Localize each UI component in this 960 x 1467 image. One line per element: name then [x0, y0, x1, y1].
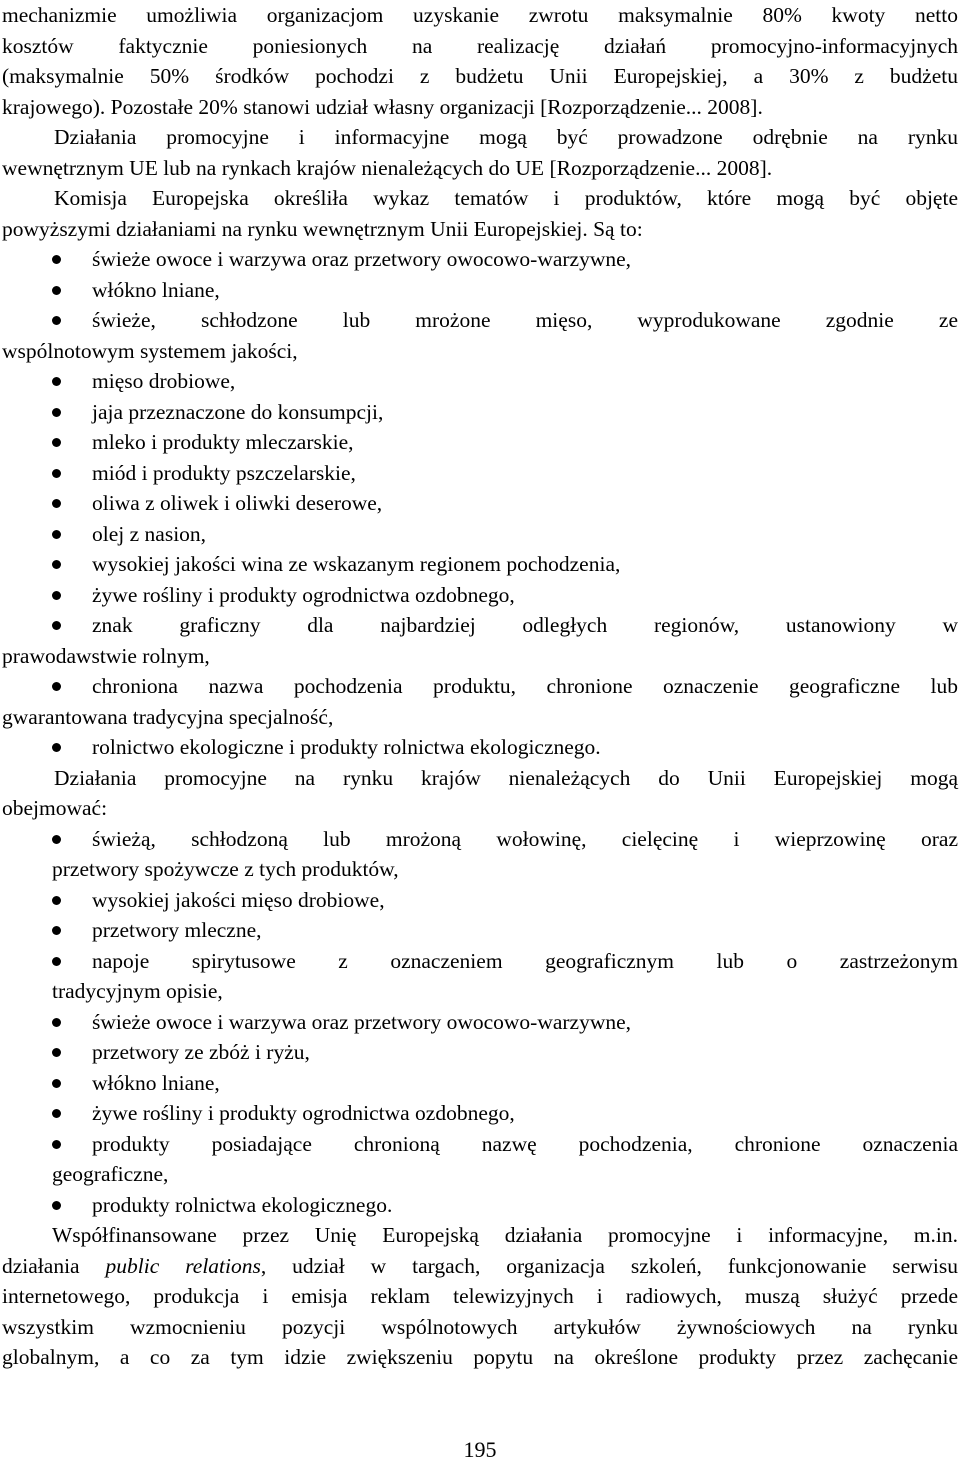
list-item [2, 275, 958, 306]
list-item-text: świeże owoce i warzywa oraz przetwory owocowo-warzywne, [92, 247, 632, 271]
bullet-icon [52, 1140, 61, 1149]
list-item [2, 671, 958, 702]
list-item-text: świeże owoce i warzywa oraz przetwory owocowo-warzywne, [92, 1009, 632, 1034]
list-item-text: wysokiej jakości wina ze wskazanym regionem pochodzenia, [92, 552, 621, 576]
list-item-text: świeżą, schłodzoną lub mrożoną wołowinę, cielęcinę i wieprzowinę oraz [92, 826, 958, 851]
text-line: powyższymi działaniami na rynku wewnętrznym Unii Europejskiej. Są to: [2, 216, 643, 241]
list-item [2, 946, 958, 977]
text-line: prawodawstwie rolnym, [2, 643, 210, 668]
bullet-icon [52, 286, 61, 295]
bullet-icon [52, 896, 61, 905]
list-item-text: chroniona nazwa pochodzenia produktu, chronione oznaczenie geograficzne lub [92, 674, 958, 698]
bullet-icon [52, 1079, 61, 1088]
text-line: obejmować: [2, 796, 108, 820]
text-line: kosztów faktycznie poniesionych na realizację działań promocyjno-informacyjnych [2, 33, 958, 58]
list-item [2, 1007, 958, 1038]
bullet-icon [52, 499, 61, 508]
list-item [2, 397, 958, 428]
bullet-icon [52, 560, 61, 569]
text-line: przetwory spożywcze z tych produktów, [52, 857, 399, 881]
bullet-icon [52, 1048, 61, 1057]
text-line: krajowego). Pozostałe 20% stanowi udział własny organizacji [Rozporządzenie... 2008]. [2, 94, 763, 119]
text-line: mechanizmie umożliwia organizacjom uzyskanie zwrotu maksymalnie 80% kwoty netto [2, 3, 958, 27]
list-item [2, 580, 958, 611]
list-item-text: napoje spirytusowe z oznaczeniem geograficznym lub o zastrzeżonym [92, 948, 958, 973]
list-item-text: olej z nasion, [92, 521, 207, 546]
list-item-text: produkty posiadające chronioną nazwę pochodzenia, chronione oznaczenia [92, 1131, 958, 1156]
text-line: Działania promocyjne na rynku krajów nienależących do Unii Europejskiej mogą [54, 765, 958, 790]
bullet-icon [52, 1201, 61, 1210]
list-item [2, 366, 958, 397]
bullet-icon [52, 255, 61, 264]
text-line: internetowego, produkcja i emisja reklam telewizyjnych i radiowych, muszą służyć przede [2, 1284, 958, 1308]
bullet-icon [52, 1018, 61, 1027]
text-line: Komisja Europejska określiła wykaz tematów i produktów, które mogą być objęte [54, 186, 958, 210]
text-line [2, 1251, 958, 1282]
list-item-text: znak graficzny dla najbardziej odległych regionów, ustanowiony w [92, 613, 958, 637]
list-item [2, 1098, 958, 1129]
bullet-icon [52, 438, 61, 447]
list-item-text: żywe rośliny i produkty ogrodnictwa ozdobnego, [92, 582, 515, 607]
list-item [2, 305, 958, 336]
list-item [2, 732, 958, 763]
list-item-text: żywe rośliny i produkty ogrodnictwa ozdobnego, [92, 1101, 515, 1125]
text-line: wewnętrznym UE lub na rynkach krajów nienależących do UE [Rozporządzenie... 2008]. [2, 155, 773, 180]
list-item [2, 427, 958, 458]
list-item [2, 244, 958, 275]
list-item-text: produkty rolnictwa ekologicznego. [92, 1192, 393, 1217]
list-item [2, 915, 958, 946]
page-number: 195 [463, 1437, 497, 1462]
text-line: globalnym, a co za tym idzie zwiększeniu popytu na określone produkty przez zachęcanie [2, 1345, 958, 1369]
text-fragment: działania [2, 1253, 106, 1278]
text-fragment: , udział w targach, organizacja szkoleń, funkcjonowanie serwisu [260, 1253, 958, 1278]
bullet-icon [52, 530, 61, 539]
bullet-icon [52, 621, 61, 630]
list-item-text: przetwory ze zbóż i ryżu, [92, 1040, 310, 1064]
list-item [2, 824, 958, 855]
text-line: Działania promocyjne i informacyjne mogą być prowadzone odrębnie na rynku [54, 125, 958, 149]
list-item-text: jaja przeznaczone do konsumpcji, [92, 399, 384, 424]
bullet-icon [52, 1109, 61, 1118]
list-item [2, 1068, 958, 1099]
list-item [2, 488, 958, 519]
text-line: wszystkim wzmocnieniu pozycji wspólnotowych artykułów żywnościowych na rynku [2, 1314, 958, 1339]
list-item-text: miód i produkty pszczelarskie, [92, 460, 356, 485]
bullet-icon [52, 469, 61, 478]
text-line: wspólnotowym systemem jakości, [2, 338, 298, 363]
list-item-text: rolnictwo ekologiczne i produkty rolnictwa ekologicznego. [92, 735, 601, 759]
bullet-icon [52, 835, 61, 844]
list-item-text: świeże, schłodzone lub mrożone mięso, wyprodukowane zgodnie ze [92, 308, 958, 332]
text-line: Współfinansowane przez Unię Europejską działania promocyjne i informacyjne, m.in. [52, 1223, 958, 1247]
list-item [2, 519, 958, 550]
list-item-text: włókno lniane, [92, 277, 220, 302]
text-line: (maksymalnie 50% środków pochodzi z budżetu Unii Europejskiej, a 30% z budżetu [2, 64, 958, 88]
bullet-icon [52, 682, 61, 691]
list-item [2, 1037, 958, 1068]
bullet-icon [52, 316, 61, 325]
list-item-text: wysokiej jakości mięso drobiowe, [92, 887, 385, 912]
text-line: gwarantowana tradycyjna specjalność, [2, 704, 334, 729]
bullet-icon [52, 377, 61, 386]
list-item [2, 549, 958, 580]
list-item-text: włókno lniane, [92, 1070, 220, 1095]
list-item-text: oliwa z oliwek i oliwki deserowe, [92, 491, 383, 515]
list-item-text: przetwory mleczne, [92, 918, 262, 942]
list-item-text: mleko i produkty mleczarskie, [92, 430, 354, 454]
bullet-icon [52, 926, 61, 935]
text-line: geograficzne, [52, 1162, 169, 1186]
list-item [2, 458, 958, 489]
list-item [2, 610, 958, 641]
bullet-icon [52, 957, 61, 966]
list-item-text: mięso drobiowe, [92, 369, 236, 393]
bullet-icon [52, 743, 61, 752]
text-line: tradycyjnym opisie, [52, 979, 223, 1003]
list-item [2, 1129, 958, 1160]
bullet-icon [52, 591, 61, 600]
italic-term: public relations [105, 1253, 261, 1278]
list-item [2, 885, 958, 916]
list-item [2, 1190, 958, 1221]
bullet-icon [52, 408, 61, 417]
